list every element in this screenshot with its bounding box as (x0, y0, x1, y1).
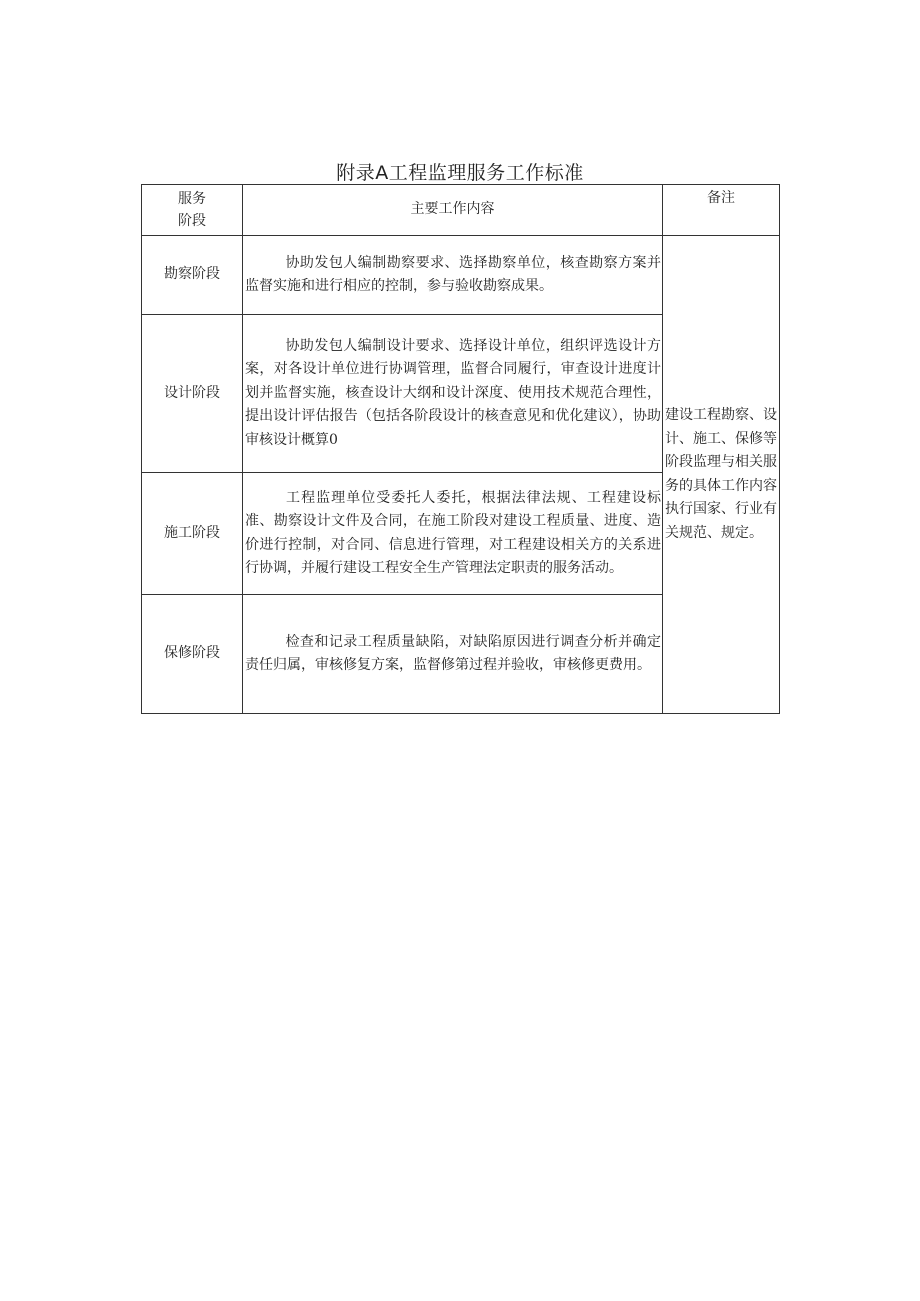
stage-cell: 设计阶段 (142, 315, 243, 473)
header-stage-cell (142, 185, 243, 236)
content-cell (243, 595, 663, 714)
service-standard-table (141, 184, 780, 714)
stage-cell: 勘察阶段 (142, 236, 243, 315)
content-cell (243, 473, 663, 595)
page-title: 附录A工程监理服务工作标准 (336, 162, 584, 184)
note-cell: 建设工程勘察、设计、施工、保修等阶段监理与相关服务的具体工作内容执行国家、行业有关规范、规定。 (663, 236, 780, 714)
content-text: 协助发包人编制设计要求、选择设计单位，组织评选设计方案，对各设计单位进行协调管理，监督合同履行，审查设计进度计划并监督实施，核查设计大纲和设计深度、使用技术规范合理性，提出设计评估报告（包括各阶段设计的核查意见和优化建议），协助审核设计概算0 (245, 337, 661, 448)
table-row (142, 236, 780, 315)
header-content-cell: 主要工作内容 (243, 185, 663, 236)
header-stage-line2: 阶段 (178, 213, 206, 229)
content-cell (243, 236, 663, 315)
stage-cell: 保修阶段 (142, 595, 243, 714)
table-header-row (142, 185, 780, 236)
stage-cell: 施工阶段 (142, 473, 243, 595)
content-text: 协助发包人编制勘察要求、选择勘察单位，核查勘察方案并监督实施和进行相应的控制，参与验收勘察成果。 (245, 254, 661, 294)
header-stage-line1: 服务 (178, 191, 206, 207)
header-note-cell: 备注 (663, 185, 780, 236)
content-cell (243, 315, 663, 473)
content-text: 检查和记录工程质量缺陷，对缺陷原因进行调查分析并确定责任归属，审核修复方案，监督修第过程并验收，审核修更费用。 (245, 633, 661, 673)
content-text: 工程监理单位受委托人委托，根据法律法规、工程建设标准、勘察设计文件及合同，在施工阶段对建设工程质量、进度、造价进行控制，对合同、信息进行管理，对工程建设相关方的关系进行协调，并履行建设工程安全生产管理法定职责的服务活动。 (245, 489, 661, 576)
